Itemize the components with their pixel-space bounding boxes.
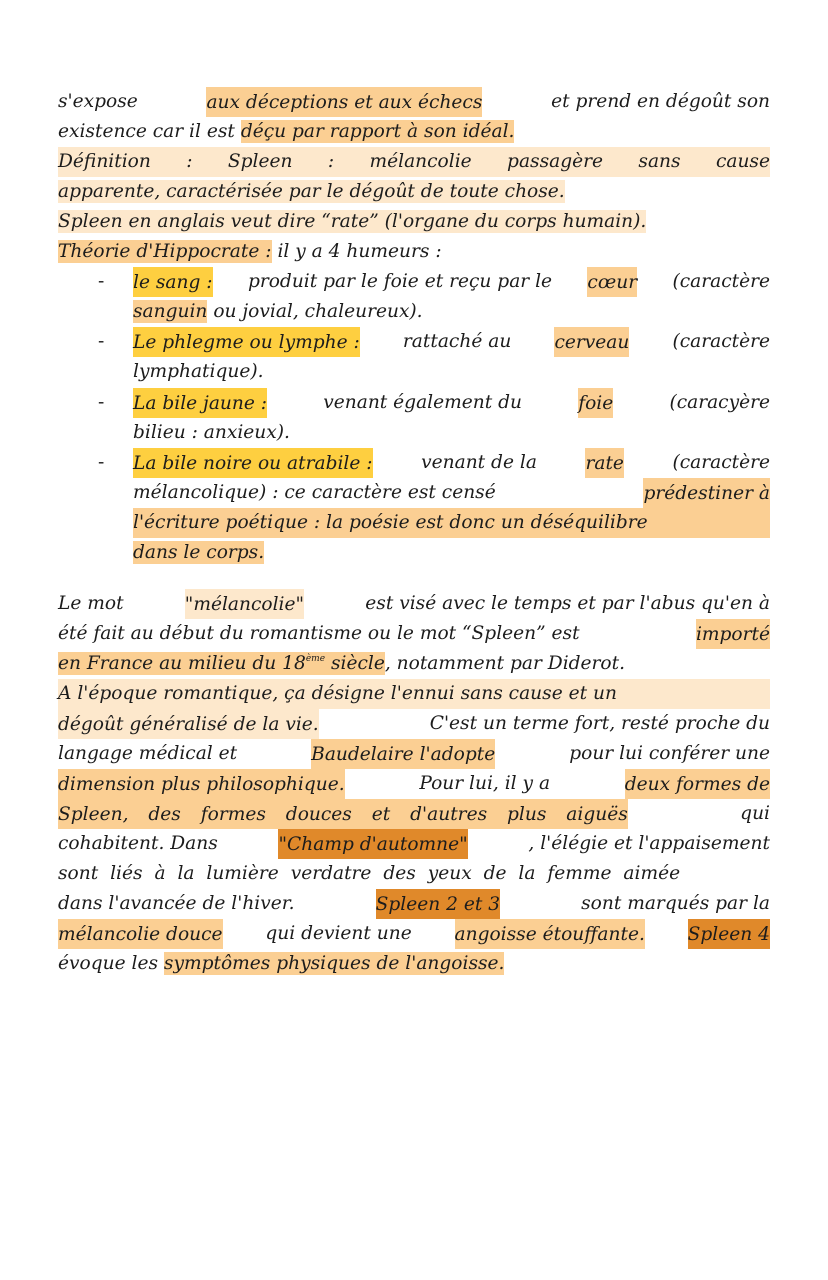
text: (caractère xyxy=(672,452,770,473)
highlight: importé xyxy=(696,619,770,649)
highlight: aux déceptions et aux échecs xyxy=(206,87,482,117)
text: qui devient une xyxy=(265,923,412,944)
highlight: dimension plus philosophique. xyxy=(58,769,345,799)
highlight xyxy=(58,652,385,675)
p2-line-11 xyxy=(58,889,770,919)
highlight: mélancolie douce xyxy=(58,919,223,949)
text: bilieu : anxieux). xyxy=(133,422,290,443)
text: siècle xyxy=(330,653,385,674)
humor-3-line-1 xyxy=(133,388,770,418)
bullet-dash: - xyxy=(98,452,105,473)
text: , notamment par Diderot. xyxy=(384,653,626,674)
highlight: sanguin xyxy=(133,301,208,322)
text: cohabitent. Dans xyxy=(58,833,218,854)
highlight: dans le corps. xyxy=(133,542,265,563)
humor-1-line-2 xyxy=(133,297,770,327)
english-meaning xyxy=(58,207,770,237)
humor-2-line-2 xyxy=(133,357,770,387)
humor-3-line-2 xyxy=(133,418,770,448)
highlight: cœur xyxy=(587,267,637,297)
p2-line-13 xyxy=(58,949,770,979)
definition-word: : xyxy=(327,151,335,172)
text: pour lui conférer une xyxy=(569,743,770,764)
text: dans l'avancée de l'hiver. xyxy=(58,893,295,914)
humor-2-line-1 xyxy=(133,327,770,357)
p2-line-12 xyxy=(58,919,770,949)
humor-name: La bile jaune : xyxy=(133,388,267,418)
text: été fait au début du romantisme ou le mot “Spleen” est xyxy=(58,623,580,644)
definition-word: sans xyxy=(638,151,681,172)
highlight: l'écriture poétique : la poésie est donc un déséquilibre xyxy=(133,512,648,533)
highlight: A l'époque romantique, ça désigne l'ennui sans cause et un xyxy=(58,683,617,704)
definition-word: Définition xyxy=(58,151,151,172)
theory-heading xyxy=(58,237,770,267)
definition-word: : xyxy=(186,151,193,172)
highlight-title: Spleen 4 xyxy=(688,919,770,949)
text: (caracyère xyxy=(669,392,770,413)
text: (caractère xyxy=(672,331,770,352)
text: s'expose xyxy=(58,91,138,112)
highlight: apparente, caractérisée par le dégoût de toute chose. xyxy=(58,181,565,202)
definition-line-1 xyxy=(58,147,770,177)
definition-line-2 xyxy=(58,177,770,207)
definition-word: passagère xyxy=(507,151,604,172)
bullet-dash: - xyxy=(98,331,105,352)
text: en France au milieu du 18 xyxy=(58,653,306,674)
p2-line-3 xyxy=(58,649,770,679)
text: C'est un terme fort, resté proche du xyxy=(429,713,770,734)
bullet-dash: - xyxy=(98,271,105,292)
text: venant également du xyxy=(323,392,522,413)
highlight: dégoût généralisé de la vie. xyxy=(58,709,319,739)
p2-line-2 xyxy=(58,619,770,649)
highlight: angoisse étouffante. xyxy=(455,919,645,949)
text: rattaché au xyxy=(402,331,512,352)
highlight: Baudelaire l'adopte xyxy=(311,739,495,769)
text: évoque les xyxy=(58,953,158,974)
text: il y a 4 humeurs : xyxy=(277,241,442,262)
text: langage médical et xyxy=(58,743,238,764)
highlight: prédestiner à xyxy=(643,478,770,508)
text: ou jovial, chaleureux). xyxy=(213,301,423,322)
p2-line-5 xyxy=(58,709,770,739)
p2-line-8 xyxy=(58,799,770,829)
highlight: rate xyxy=(585,448,623,478)
highlight: deux formes de xyxy=(625,769,770,799)
p1-line-2 xyxy=(58,117,770,147)
p2-line-1 xyxy=(58,589,770,619)
humor-4-line-4 xyxy=(133,538,770,568)
highlight: cerveau xyxy=(554,327,629,357)
highlight: déçu par rapport à son idéal. xyxy=(240,121,515,142)
text: sont marqués par la xyxy=(581,893,770,914)
p2-line-7 xyxy=(58,769,770,799)
text: , l'élégie et l'appaisement xyxy=(528,833,770,854)
text: et prend en dégoût son xyxy=(551,91,770,112)
highlight: symptômes physiques de l'angoisse. xyxy=(163,953,505,974)
highlight: Spleen, des formes douces et d'autres plus aiguës xyxy=(58,799,628,829)
humor-4-line-2 xyxy=(133,478,770,508)
definition-word: mélancolie xyxy=(369,151,472,172)
humor-4-line-3 xyxy=(133,508,770,538)
p2-line-6 xyxy=(58,739,770,769)
definition-word: Spleen xyxy=(227,151,293,172)
text: lymphatique). xyxy=(133,361,264,382)
text: Le mot xyxy=(58,593,124,614)
highlight-title: "Champ d'automne" xyxy=(278,829,467,859)
text: produit par le foie et reçu par le xyxy=(247,271,553,292)
highlight: "mélancolie" xyxy=(185,589,304,619)
p2-line-10 xyxy=(58,859,770,889)
definition-word: cause xyxy=(715,151,770,172)
highlight: foie xyxy=(578,388,613,418)
superscript: ème xyxy=(305,654,326,664)
humor-1-line-1 xyxy=(133,267,770,297)
text: (caractère xyxy=(672,271,770,292)
humor-name: La bile noire ou atrabile : xyxy=(133,448,373,478)
humor-name: Le phlegme ou lymphe : xyxy=(133,327,360,357)
text: est visé avec le temps et par l'abus qu'en à xyxy=(365,593,770,614)
text: existence car il est xyxy=(58,121,235,142)
text: venant de la xyxy=(421,452,537,473)
p2-line-9 xyxy=(58,829,770,859)
highlight: Spleen en anglais veut dire “rate” (l'organe du corps humain). xyxy=(58,211,647,232)
p2-line-4 xyxy=(58,679,770,709)
text: mélancolique) : ce caractère est censé xyxy=(133,482,496,503)
highlight-title: Spleen 2 et 3 xyxy=(376,889,500,919)
bullet-dash: - xyxy=(98,392,105,413)
text: qui xyxy=(740,803,770,824)
humor-4-line-1 xyxy=(133,448,770,478)
theory-title: Théorie d'Hippocrate : xyxy=(58,241,272,262)
p1-line-1 xyxy=(58,87,770,117)
text: sont liés à la lumière verdatre des yeux de la femme aimée xyxy=(58,863,681,884)
humor-name: le sang : xyxy=(133,267,213,297)
text: Pour lui, il y a xyxy=(419,773,551,794)
